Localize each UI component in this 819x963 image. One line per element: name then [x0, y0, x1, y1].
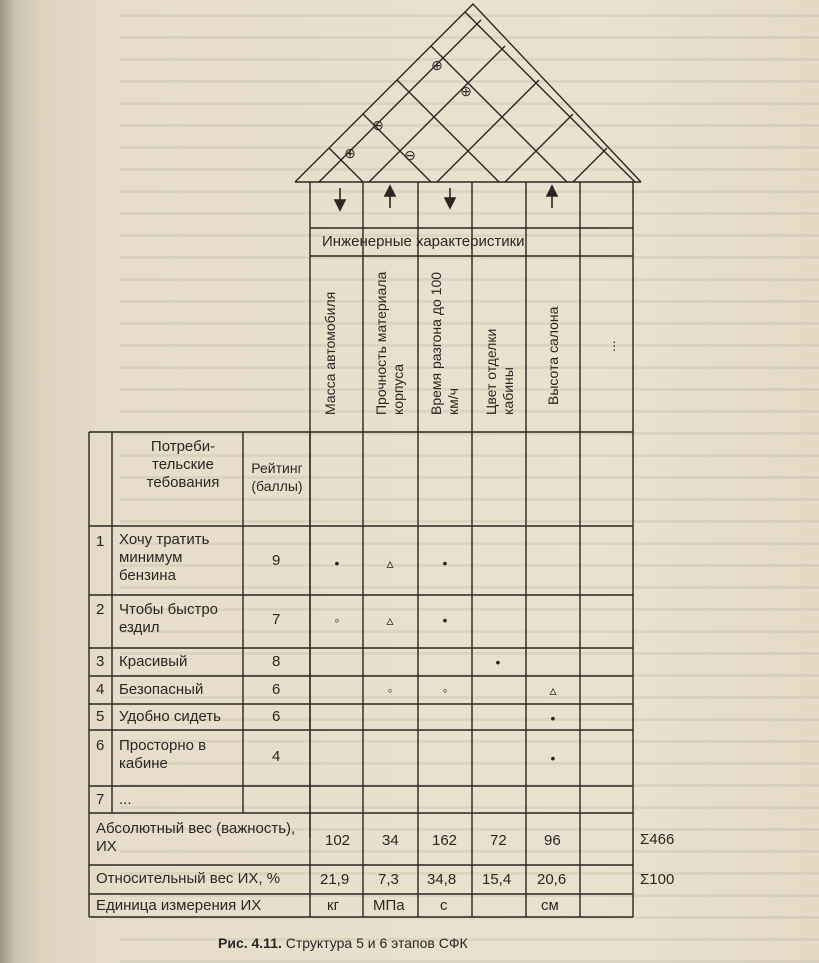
row-number: 3 [96, 653, 105, 670]
relation-cell: • [495, 654, 501, 670]
relation-cell: • [334, 555, 340, 571]
relative-weight-sum: Σ100 [640, 871, 675, 888]
roof-minus-mark: ⊖ [372, 117, 384, 133]
relation-cell: • [442, 555, 448, 571]
row-number: 4 [96, 681, 105, 698]
caption-number: Рис. 4.11. [218, 935, 282, 951]
requirement-text: Хочу тратить минимум бензина [119, 531, 210, 584]
relation-cell: • [550, 750, 556, 766]
roof-plus-mark: ⊕ [344, 145, 356, 161]
relation-cell: • [550, 710, 556, 726]
rating-value: 6 [272, 681, 281, 698]
roof-plus-mark: ⊕ [460, 83, 472, 99]
engineering-characteristics-title: Инженерные характеристики [322, 233, 525, 250]
absolute-weight-value: 162 [432, 832, 458, 849]
relation-cell: ▵ [386, 612, 394, 628]
rating-header: Рейтинг (баллы) [251, 460, 303, 494]
caption-text: Структура 5 и 6 этапов СФК [281, 935, 468, 951]
absolute-weight-value: 34 [382, 832, 399, 849]
relative-weight-value: 34,8 [427, 871, 457, 888]
rating-value: 9 [272, 552, 281, 569]
absolute-weight-value: 96 [544, 832, 561, 849]
row-number: 7 [96, 791, 105, 808]
roof-minus-mark: ⊖ [404, 147, 416, 163]
column-label-salon-height: Высота салона [545, 306, 561, 405]
rating-value: 8 [272, 653, 281, 670]
row-number: 5 [96, 708, 105, 725]
column-label-strength: Прочность материала корпуса [373, 271, 406, 415]
requirement-text: Просторно в кабине [119, 737, 207, 772]
rating-value: 6 [272, 708, 281, 725]
absolute-weight-value: 102 [325, 832, 351, 849]
units-label: Единица измерения ИХ [96, 897, 262, 914]
absolute-weight-label: Абсолютный вес (важность), ИХ [96, 820, 296, 855]
absolute-weight-sum: Σ466 [640, 831, 675, 848]
relative-weight-value: 20,6 [537, 871, 567, 888]
relation-cell: ▵ [549, 682, 557, 698]
unit-value: с [440, 897, 448, 914]
relative-weight-value: 21,9 [320, 871, 350, 888]
absolute-weight-value: 72 [490, 832, 507, 849]
relative-weight-value: 15,4 [482, 871, 512, 888]
requirement-text: ... [119, 791, 132, 808]
column-label-acceleration: Время разгона до 100 км/ч [428, 271, 461, 415]
rating-value: 4 [272, 748, 281, 765]
relation-cell: ▵ [386, 555, 394, 571]
roof-plus-mark: ⊕ [431, 57, 443, 73]
row-number: 1 [96, 533, 105, 550]
column-label-cabin-color: Цвет отделки кабины [483, 328, 516, 415]
relation-cell: • [442, 612, 448, 628]
row-number: 2 [96, 601, 105, 618]
requirement-text: Безопасный [119, 681, 204, 698]
relation-cell: ◦ [442, 682, 448, 698]
figure-caption [218, 935, 468, 951]
requirements-header: Потреби-тельские тебования [146, 438, 220, 491]
relation-cell: ◦ [334, 612, 340, 628]
requirement-text: Чтобы быстро ездил [119, 601, 219, 636]
unit-value: кг [327, 897, 340, 914]
rating-value: 7 [272, 611, 281, 628]
relative-weight-value: 7,3 [378, 871, 399, 888]
relative-weight-label: Относительный вес ИХ, % [96, 870, 281, 887]
unit-value: см [541, 897, 559, 914]
relation-cell: ◦ [387, 682, 393, 698]
unit-value: МПа [373, 897, 405, 914]
requirement-text: Удобно сидеть [119, 708, 221, 725]
column-label-mass: Масса автомобиля [322, 291, 338, 415]
row-number: 6 [96, 737, 105, 754]
column-label-more: ... [602, 340, 618, 352]
requirement-text: Красивый [119, 653, 188, 670]
